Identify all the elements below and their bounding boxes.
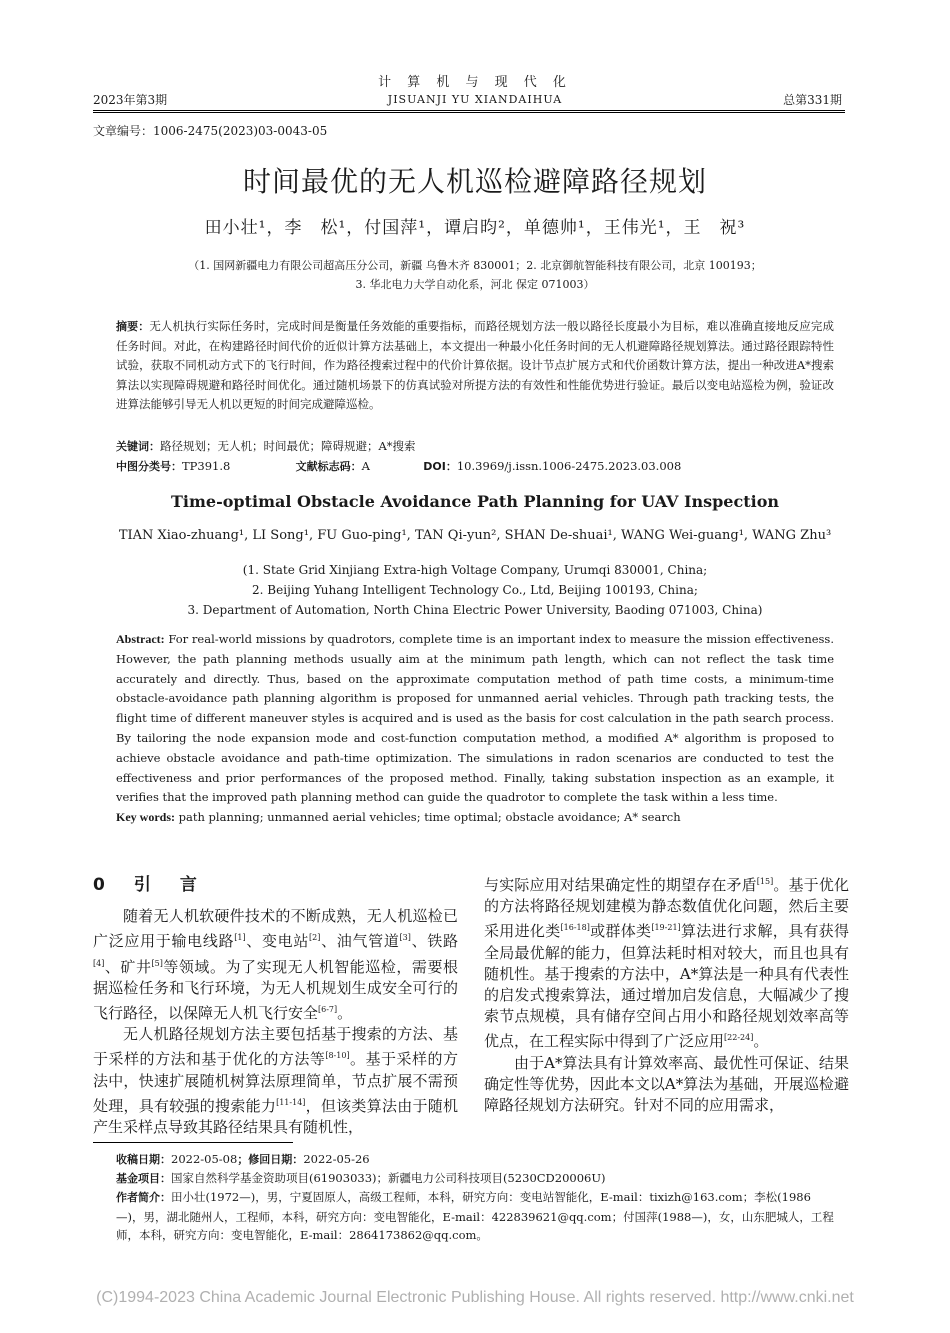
keywords-en [116, 808, 834, 828]
authors-en: TIAN Xiao-zhuang¹, LI Song¹, FU Guo-ping¹, TAN Qi-yun², SHAN De-shuai¹, WANG Wei-guang¹, WANG Zhu³ [118, 528, 832, 543]
affiliation-en-line: 2. Beijing Yuhang Intelligent Technology Co., Ltd, Beijing 100193, China; [252, 583, 698, 597]
header-rule-thin [93, 112, 845, 113]
bio-text: 田小壮(1972—)，男，宁夏固原人，高级工程师，本科，研究方向：变电站智能化，E-mail：tixizh@163.com；李松(1986—)，男，湖北随州人，工程师，本科，研究方向：变电智能化，E-mail：422839621@qq.com；付国萍(1988—)，女，山东肥城人，工程师，本科，研究方向：变电智能化，E-mail：2864173862@qq.com。 [116, 1190, 834, 1242]
abstract-cn-text: 无人机执行实际任务时，完成时间是衡量任务效能的重要指标，而路径规划方法一般以路径长度最小为目标，难以准确直接地反应完成任务时间。对此，在构建路径时间代价的近似计算方法基础上，本文提出一种最小化任务时间的无人机避障路径规划算法。通过路径跟踪特性试验，获取不同机动方式下的飞行时间，作为路径搜索过程中的代价计算依据。设计节点扩展方式和代价函数计算方法，提出一种改进A*搜索算法以实现障碍规避和路径时间优化。通过随机场景下的仿真试验对所提方法的有效性和性能优势进行验证。最后以变电站巡检为例，验证改进算法能够引导无人机以更短的时间完成避障巡检。 [116, 319, 835, 411]
text-run: 。 [753, 1032, 769, 1051]
keywords-en-label: Key words: [116, 810, 175, 824]
abstract-en [116, 630, 834, 808]
citation[interactable]: [15] [756, 877, 774, 886]
header-rule [93, 110, 845, 111]
citation[interactable]: [1] [234, 933, 246, 943]
text-run: 、油气管道 [320, 932, 400, 951]
citation[interactable]: [22-24] [724, 1033, 754, 1043]
body-column-left [93, 875, 458, 1138]
clc-label: 中图分类号： [116, 460, 182, 473]
journal-title-pinyin: JISUANJI YU XIANDAIHUA [387, 93, 563, 106]
text-run: 算法进行求解，具有获得全局最优解的能力，但算法耗时相对较大，而且也具有随机性。基于搜索的方法中，A*算法是一种具有代表性的启发式搜索算法，通过增加启发信息，大幅减少了搜索节点规模，具有储存空间占用小和路径规划效率高等优点，在工程实际中得到了广泛应用 [484, 922, 849, 1051]
affiliation-en-line: (1. State Grid Xinjiang Extra-high Voltage Company, Urumqi 830001, China; [242, 563, 708, 577]
abstract-cn-label: 摘要： [116, 320, 150, 333]
citation[interactable]: [19-21] [651, 923, 681, 933]
citation[interactable]: [4] [93, 958, 105, 968]
text-run: 随着无人机软硬件技术的不断成熟，无人机巡检已广泛应用于输电线路 [93, 907, 458, 951]
footnote-author-bio [116, 1188, 834, 1245]
affiliations-en [0, 560, 950, 620]
text-run: 与实际应用对结果确定性的期望存在矛盾 [484, 876, 757, 894]
paper-title-en: Time-optimal Obstacle Avoidance Path Planning for UAV Inspection [171, 492, 779, 511]
text-run: ，但该类算法由于随机产生采样点导致其路径结果具有随机性， [93, 1096, 458, 1137]
keywords-cn-label: 关键词： [116, 440, 160, 453]
keywords-cn [116, 437, 834, 457]
citation[interactable]: [11-14] [276, 1097, 306, 1107]
section-heading-introduction: 0 引 言 [93, 875, 203, 895]
article-number: 文章编号：1006-2475(2023)03-0043-05 [93, 124, 328, 138]
doc-code-label: 文献标志码： [295, 460, 362, 473]
citation[interactable]: [2] [309, 933, 321, 943]
revised-label: ；修回日期： [237, 1153, 304, 1166]
revised-date: 2022-05-26 [303, 1152, 370, 1166]
classification-row [116, 457, 834, 477]
affiliation-cn-line: 3. 华北电力大学自动化系，河北 保定 071003） [355, 278, 595, 291]
cnki-watermark: (C)1994-2023 China Academic Journal Electronic Publishing House. All rights reserved. http://www.cnki.net [96, 1289, 854, 1306]
citation[interactable]: [8-10] [325, 1051, 350, 1061]
citation[interactable]: [5] [151, 958, 163, 968]
text-run: 、铁路 [410, 932, 458, 951]
doi-label: DOI： [423, 460, 457, 473]
total-issue-label: 总第331期 [783, 93, 842, 107]
affiliation-cn-line: （1. 国网新疆电力有限公司超高压分公司，新疆 乌鲁木齐 830001；2. 北京御航智能科技有限公司，北京 100193； [188, 259, 762, 272]
text-run: 等领域。为了实现无人机智能巡检，需要根据巡检任务和飞行环境，为无人机规划生成安全可行的飞行路径，以保障无人机飞行安全 [93, 957, 458, 1023]
citation[interactable]: [6-7] [318, 1005, 338, 1015]
doc-code-value: A [361, 459, 370, 473]
affiliations-cn [100, 256, 850, 294]
keywords-en-text: path planning; unmanned aerial vehicles; time optimal; obstacle avoidance; A* search [175, 810, 681, 824]
clc-value: TP391.8 [182, 459, 231, 473]
fund-label: 基金项目： [116, 1172, 171, 1185]
keywords-cn-text: 路径规划；无人机；时间最优；障碍规避；A*搜索 [160, 439, 416, 453]
footnote-dates [116, 1150, 834, 1170]
paragraph [93, 1024, 458, 1138]
footnote-fund [116, 1169, 834, 1189]
bio-label: 作者简介： [116, 1191, 171, 1204]
text-run: 或群体类 [589, 922, 652, 941]
paragraph [93, 906, 458, 1024]
paragraph [484, 871, 849, 1053]
journal-title-cn: 计 算 机 与 现 代 化 [378, 75, 572, 90]
authors-cn: 田小壮¹，李 松¹，付国萍¹，谭启昀²，单德帅¹，王伟光¹，王 祝³ [204, 218, 746, 238]
citation[interactable]: [16-18] [560, 923, 590, 933]
abstract-en-label: Abstract: [116, 632, 165, 646]
issue-label: 2023年第3期 [93, 93, 168, 107]
text-run: 。 [337, 1004, 353, 1023]
text-run: 无人机路径规划方法主要包括基于搜索的方法、基于采样的方法和基于优化的方法等 [93, 1025, 458, 1069]
paragraph: 由于A*算法具有计算效率高、最优性可保证、结果确定性等优势，因此本文以A*算法为基础，开展巡检避障路径规划方法研究。针对不同的应用需求， [484, 1053, 849, 1115]
received-date: 2022-05-08 [171, 1152, 238, 1166]
text-run: 、变电站 [245, 932, 310, 951]
fund-text: 国家自然科学基金资助项目(61903033)；新疆电力公司科技项目(5230CD20006U) [171, 1171, 606, 1185]
citation[interactable]: [3] [399, 933, 411, 943]
abstract-cn [116, 317, 834, 415]
body-column-right [484, 871, 849, 1116]
received-label: 收稿日期： [116, 1153, 171, 1166]
text-run: 、矿井 [104, 957, 152, 976]
abstract-en-text: For real-world missions by quadrotors, complete time is an important index to measure the mission effectiveness. However, the path planning methods usually aim at the minimum path length, which can not reflect the task time accurately and directly. Thus, based on the approximate computation method of path time costs, a minimum-time obstacle-avoidance path planning algorithm is proposed for unmanned aerial vehicles. Through path tracking tests, the flight time of different maneuver styles is acquired and is used as the basis for cost calculation in the path search process. By tailoring the node expansion mode and cost-function computation method, a modified A* algorithm is proposed to achieve obstacle avoidance and path-time optimization. The simulations in radon scenarios are conducted to test the effectiveness and prior performances of the proposed method. Finally, taking substation inspection as an example, it verifies that the improved path planning method can guide the quadrotor to complete the task within a less time. [116, 632, 834, 805]
text-run: 。基于采样的方法中，快速扩展随机树算法原理简单，节点扩展不需预处理，具有较强的搜索能力 [93, 1050, 458, 1115]
doi-value: 10.3969/j.issn.1006-2475.2023.03.008 [456, 459, 682, 473]
footnote-rule [93, 1142, 293, 1143]
text-run: 。基于优化的方法将路径规划建模为静态数值优化问题，然后主要采用进化类 [484, 876, 849, 941]
paper-title-cn: 时间最优的无人机巡检避障路径规划 [242, 165, 707, 198]
affiliation-en-line: 3. Department of Automation, North China Electric Power University, Baoding 071003, China) [187, 603, 763, 617]
